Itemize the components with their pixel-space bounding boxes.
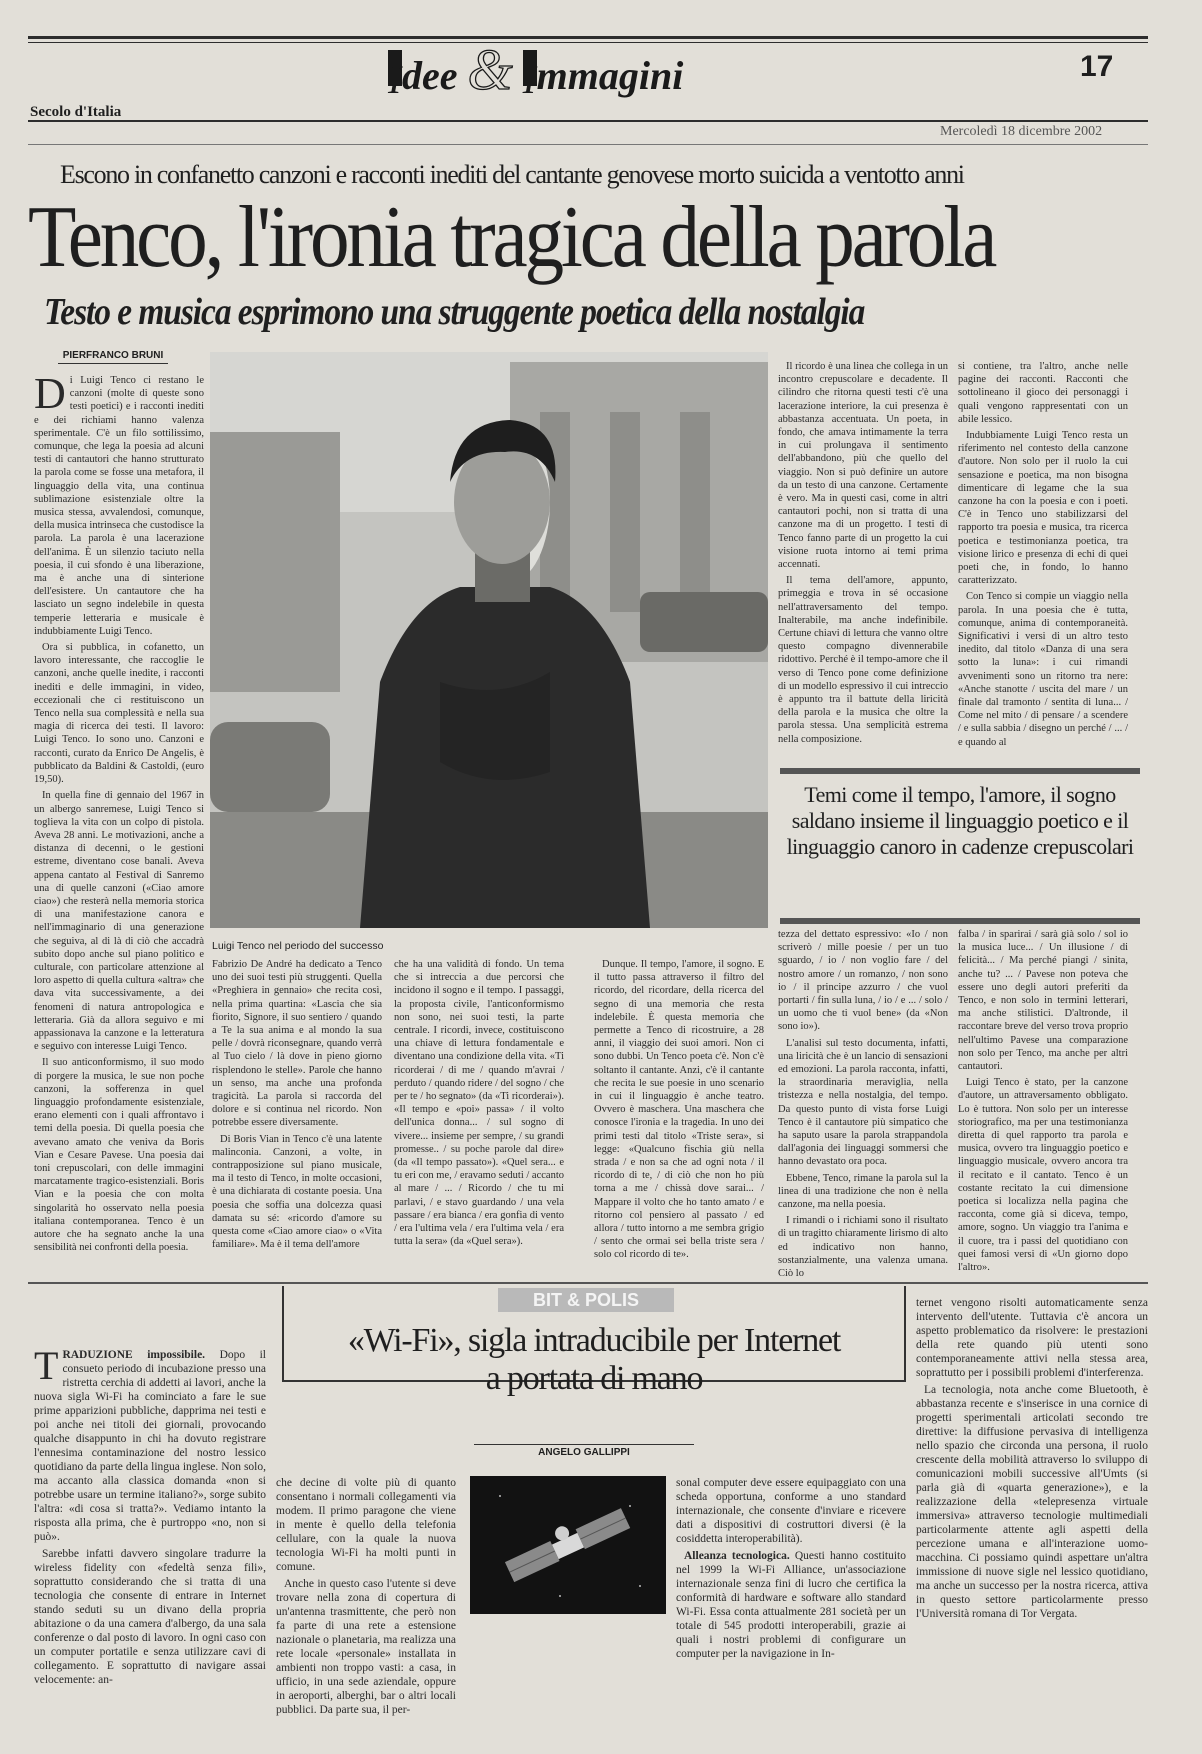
- section-title: [388, 37, 768, 112]
- section-ampersand: &: [467, 37, 513, 102]
- pullquote-rule-top: [780, 768, 1140, 774]
- article-col6-top-para3: Con Tenco si compie un viaggio nella parola. In una poesia che è tutta, comunque, anima di contemporaneità. Significativi i versi di un altro testo inedito, dal titolo «Danza di una sera sotto la luna»: i cui rimandi avvenimenti sono un ritorno tra nere: «Anche stanotte / uscita del mare / un finale dal tramonto / sentita di luna... / Come nel mito / di pensare / a scendere / e sulla sabbia / disegno un perché / ... / e quando al: [958, 591, 1128, 748]
- article-col4-para1: Dunque. Il tempo, l'amore, il sogno. E il tutto passa attraverso il filtro del ricordo, del ricordare, della ricerca del segno di una memoria che resta indelebile. È questa memoria che permette a Tenco di ricostruire, a 28 anni, il viaggio dei suoi amori. Non ci sono dubbi. Un Tenco poeta c'è. Non c'è soltanto il cantante. Anzi, c'è il cantante che recita le sue poesie in uno scenario in cui il linguaggio è anche teatro. Ovvero è maschera. Una maschera che conosce l'ironia e la tragedia. In uno dei primi testi dal titolo «Triste sera», si legge: «Qualcuno fischia giù nella strada / e non sa che ad ogni nota / il ricordo di te, / di ciò che non ho più torna a me / chissà dove sarai... / Mappare il volto che ho tanto amato / e ritorno col pensiero al passato / ed allora / tutto intorno a me sembra grigio / sento che ormai sei bella triste sera / solo col ricordo di te».: [594, 959, 764, 1261]
- photo-illustration: [210, 352, 768, 928]
- sidebar-lead: RADUZIONE impossibile.: [62, 1349, 206, 1361]
- article-col6-top-para2: Indubbiamente Luigi Tenco resta un riferimento nel contesto della canzone d'autore. Non solo per il ruolo la cui sensazione e poetica, ma non bisogna dimenticare di legame che la sua canzone ha con la poesia e con i poeti. C'è in Tenco uno stabilizzarsi del rapporto tra poesia e musica, tra ricerca poetica e testimonianza poetica, tra visione lirico e presenza di echi di quei poeti che, in fondo, lo hanno caratterizzato.: [958, 430, 1128, 587]
- sidebar-column-4: [916, 1296, 1148, 1748]
- article-column-4: [594, 958, 764, 1554]
- sidebar-col1-para1: Dopo il consueto periodo di incubazione presso una ristretta cerchia di addetti ai lavori, anche la nuova sigla Wi-Fi ha cominciato a fare le sue prime apparizioni pubbliche, dapprima nei testi e poi anche nei titoli dei giornali, provocando qualche disappunto in chi ha dovuto registrare l'ennesima contaminazione del nostro lessico quotidiano da parte della lingua inglese. Non solo, ma accanto alla classica domanda «non si potrebbe usare un termine italiano?», sorge subito l'altra: «di cosa si tratta?». Vediamo intanto la risposta alla prima, che è purtroppo «no, non si può».: [34, 1349, 267, 1543]
- article-col5-top-para2: Il tema dell'amore, appunto, primeggia e trova in sé occasione nell'attraversamento del tempo. Inalterabile, ma anche indefinibile. Certune chiavi di lettura che vanno oltre questo compagno divennerabile ridottivo. Perché è il tempo-amore che il verso di Tenco pone come definizione di un modello espressivo il cui intreccio è appunto tra il battute della liricità della parola e la musica che oltre la parola stessa. Una semplicità estrema nella composizione.: [778, 575, 948, 745]
- article-column-6-top: [958, 360, 1128, 748]
- article-overline: Escono in confanetto canzoni e racconti inediti del cantante genovese morto suicida a ventotto anni: [60, 160, 964, 189]
- article-col5-top-para1: Il ricordo è una linea che collega in un incontro crepuscolare e decadente. Il cilindro che ritorna questi testi c'è una lacerazione interiore, la cui presenza è abbastanza accentuata. Un poeta, in fondo, che amava intimamente la terra in cui prolungava il sentimento dell'abbandono, più che quello del viaggio. Non si può definire un autore da un testo di una canzone. Certamente è vero. Ma in questi casi, come in altri cantautori pochi, non si tratta di una canzone ma di un progetto. I testi di Tenco fanno parte di un progetto la cui visione ruota intorno ai temi prima accennati.: [778, 361, 948, 571]
- sidebar-rubric: BIT & POLIS: [498, 1288, 674, 1312]
- sidebar-col2-para1: che decine di volte più di quanto consentano i normali collegamenti via modem. Il primo paragone che viene in mente è quello della telefonia cellulare, con la quale la nuova tecnologia Wi-Fi ha molti punti in comune.: [276, 1477, 456, 1573]
- sidebar-dropcap: T: [34, 1343, 59, 1388]
- satellite-illustration: [470, 1476, 666, 1614]
- sidebar-col3-para1: sonal computer deve essere equipaggiato con una scheda opportuna, conforme a uno standard internazionale, che consente d'inviare e ricevere dati a dispositivi di costruttori diversi (è la cosiddetta interoperabilità).: [676, 1477, 906, 1545]
- date-rule: [28, 144, 1148, 145]
- article-byline: PIERFRANCO BRUNI: [58, 350, 168, 364]
- article-col1-para4: Il suo anticonformismo, il suo modo di porgere la musica, le sue non poche canzoni, la sofferenza in quel linguaggio profondamente esistenziale, erano elementi con i quali affrontavo i temi della poesia. Di quella poesia che avevano amato che veniva da Boris Vian e Cesare Pavese. Una poesia dai toni crepuscolari, con delle immagini marcatamente tragico-esistenziali. Boris Vian e la poesia che con molta singolarità ho osservato nella poesia italiana contemporanea. Tenco è un autore che ha segnato anche la una sensibilità nei confronti della poesia.: [34, 1057, 204, 1254]
- sidebar-column-2: [276, 1476, 456, 1748]
- sidebar-column-1: [34, 1343, 267, 1748]
- sidebar-headline-box: [282, 1286, 906, 1397]
- article-col1-para3: In quella fine di gennaio del 1967 in un albergo sanremese, Luigi Tenco si toglieva la vita con un colpo di pistola. Aveva 28 anni. Le motivazioni, anche a distanza di decenni, o le gestioni estreme, diventano cose banali. Aveva appena cantato al Festival di Sanremo una di quelle canzoni («Ciao amore ciao») che resterà nella memoria storica di una manifestazione canora e nell'immaginario di una generazione che seguiva, al di là di ciò che accadrà subito dopo anche sul piano politico e culturale, con particolare attenzione al loro aspetto di quella cultura «altra» che dava vita successivamente, a dei fenomeni di natura antropologica e letteraria. Già da allora seguivo e mi appassionava la canzone e la letteratura e seguivo con interesse Luigi Tenco.: [34, 790, 204, 1053]
- article-col6-bot-para1: falba / in sparirai / sarà già solo / sol io la musica luce... / Un illusione / di felicità... / Ma perché piangi / sinita, anche tu? ... / Pavese non poteva che essere uno degli autori preferiti da Tenco, e non solo in termini letterari, ma anche stilistici. D'altronde, il raccontare breve del verso trova proprio nell'ultimo Pavese una comparazione non solo per Tenco, ma anche per altri cantautori.: [958, 929, 1128, 1073]
- photo-caption: Luigi Tenco nel periodo del successo: [212, 940, 384, 952]
- sidebar-col4-para2: La tecnologia, nota anche come Bluetooth, è abbastanza recente e s'inserisce in una cornice di progetti sperimentali articolati secondo tre direttive: la diffusione pervasiva di intelligenza nello spazio che circonda una persona, il ruolo crescente della mobilità attraverso lo sviluppo di comunicazioni mobili successive all'Umts (si parla già di «quarta generazione»), e la realizzazione della «telepresenza virtuale immersiva» attraverso tecnologie multimediali particolarmente attente agli aspetti della percezione umana e all'interazione uomo-macchina. Ci possiamo quindi aspettare un'altra immissione di nuove sigle nel lessico quotidiano, ma anche un successo per la nostra ricerca, attiva in questo settore particolarmente presso l'Università romana di Tor Vergata.: [916, 1384, 1148, 1620]
- section-initial-1: I: [388, 50, 402, 86]
- section-initial-2: I: [523, 50, 537, 86]
- article-col6-top-para1: si contiene, tra l'altro, anche nelle pagine dei racconti. Racconti che sottolineano il gioco dei personaggi i quali vengono rappresentati con un abile lessico.: [958, 361, 1128, 425]
- article-col1-para1: i Luigi Tenco ci restano le canzoni (molte di queste sono testi poetici) e i racconti inediti e dei richiami hanno valenza sperimentale. C'è un filo sottilissimo, comunque, che lega la poesia ad alcuni testi di cantautori che hanno strutturato la parola come se fosse una metafora, il linguaggio della vita, una continua sublimazione esistenziale oltre la musica stessa, avvalendosi, comunque, della musica intrinseca che custodisce la parola. La parola è una lacerazione dell'anima. È un silenzio taciuto nella poesia, il cui sfondo è una liberazione, ma è anche una di sinterione dell'esistere. Un cantautore che ha lasciato un segno indelebile in questa temperie letteraria e musicale è indubbiamente Luigi Tenco.: [34, 375, 204, 637]
- article-col3-para1: che ha una validità di fondo. Un tema che si intreccia a due percorsi che incidono il sogno e il tempo. I passaggi, la proposta civile, l'anticonformismo non sono, nei suoi testi, la parte centrale. I ricordi, invece, costituiscono una chiave di lettura fondamentale e diventano una condizione della vita. «Ti ricorderai / di me / quando m'avrai / perduto / quando ridere / del sogno / che per te / ho segnato» (da «Ti ricorderai»). «Il tempo e «poi» passa» / il volto dell'unica donna... / sul sogno di vivere... insieme per sempre, / su grandi promesse.. / su poche parole dal dire» (da «Il tempo passato»). «Quel sera... e tu eri con me, / eravamo seduti / accanto al mare / ... / Ricordo / che tu mi parlavi, / e stavo guardando / una vela passare / era bianca / era gonfia di vento / era l'ultima vela / era l'ultima vela / era tutta la sera» (da «Quel sera»).: [394, 959, 564, 1248]
- pullquote-rule-bottom: [780, 918, 1140, 924]
- article-column-5-top: [778, 360, 948, 745]
- article-subheadline: Testo e musica esprimono una struggente poetica della nostalgia: [44, 291, 865, 333]
- section-word-1: dee: [402, 53, 458, 98]
- satellite-image: [470, 1476, 666, 1614]
- sidebar-col1-para2: Sarebbe infatti davvero singolare tradurre la wireless fidelity con «fedeltà senza fili», soprattutto considerando che si tratta di una tecnologia che consente di entrare in Internet stando seduti su un divano della propria abitazione o da una camera d'albergo, da una sala conferenze o dal posto di lavoro. In ogni caso con un computer portatile e senza utilizzare cavi di collegamento. E soprattutto di navigare assai velocemente: an-: [34, 1548, 266, 1686]
- top-rule: [28, 36, 1148, 39]
- article-col5-bot-para4: I rimandi o i richiami sono il risultato di un tragitto chiaramente lirismo di alto ed indicativo non hanno, sostanzialmente, una valenza umana. Ciò lo: [778, 1215, 948, 1280]
- section-word-2: mmagini: [536, 53, 684, 98]
- article-col6-bot-para2: Luigi Tenco è stato, per la canzone d'autore, un attraversamento obbligato. Lo è tuttora. Non solo per un interesse storiografico, ma per una testimonianza diretta di quel rapporto tra parola e musica, ovvero tra linguaggio poetico e linguaggio musicale, ovvero ancora tra il recitato e il cantato. Tenco è un costante recitato la cui dimensione poetica si localizza nella pagina che racconta, come già si diceva, tempo, amore, sogno. Un viaggio tra l'anima e il cuore, tra i passi del quotidiano con quei famosi versi di «Un giorno dopo l'altro».: [958, 1077, 1128, 1274]
- sidebar-col2-para2: Anche in questo caso l'utente si deve trovare nella zona di copertura di un'antenna trasmittente, che però non fa parte di una rete a estensione nazionale o planetaria, ma realizza una rete locale «personale» installata in ambienti non troppo vasti: a casa, in ufficio, in una sede aziendale, oppure in aeroporti, alberghi, bar o altri locali pubblici. Da parte sua, il per-: [276, 1578, 456, 1716]
- sidebar-col3-para2: Questi hanno costituito nel 1999 la Wi-Fi Alliance, un'associazione internazionale senza fini di lucro che certifica la conformità di hardware e software allo standard Wi-Fi. Essa conta attualmente 281 società per un totale di 545 prodotti interoperabili, grazie ai quali i nostri problemi di configurare un computer per la navigazione in In-: [676, 1550, 907, 1660]
- article-col5-bot-para1: tezza del dettato espressivo: «Io / non scriverò / mille poesie / per un tuo sguardo, / io / non voglio fare / del nostro amore / un romanzo, / non sono io / il principe azzurro / che vuol portarti / fin sulla luna, / io / e ... / solo / un uomo che ti vuol bene» (da «Non sono io»).: [778, 929, 948, 1033]
- article-headline: Tenco, l'ironia tragica della parola: [28, 189, 995, 286]
- article-col1-para2: Ora si pubblica, in cofanetto, un lavoro interessante, che raccoglie le canzoni, anche quelle inedite, i racconti inediti e delle immagini, in video, eccezionali che ci restituiscono un Tenco nella sua complessità e nella sua magia di ricerca dei testi. Il lavoro: Luigi Tenco. Io sono uno. Canzoni e racconti, curato da Enrico De Angelis, è pubblicato da Baldini & Castoldi, (euro 19,50).: [34, 642, 204, 786]
- newspaper-name: Secolo d'Italia: [30, 104, 122, 120]
- tenco-photo: [210, 352, 768, 928]
- sidebar-headline: «Wi-Fi», sigla intraducibile per Internet a portata di mano: [347, 1322, 841, 1397]
- sidebar-byline: ANGELO GALLIPPI: [474, 1444, 694, 1458]
- sidebar-col3-subhead: Alleanza tecnologica.: [684, 1550, 790, 1562]
- sidebar-col4-para1: ternet vengono risolti automaticamente senza intervento dell'utente. Tuttavia c'è ancora un aspetto problematico da risolvere: le prestazioni della rete quando più utenti sono contemporaneamente attivi nella stessa area, soprattutto per i possibili problemi d'interferenza.: [916, 1297, 1148, 1379]
- sidebar-separator: [28, 1282, 1148, 1284]
- page-number: 17: [1080, 50, 1114, 83]
- article-col2-para1: Fabrizio De André ha dedicato a Tenco uno dei suoi testi più struggenti. Quella «Preghiera in gennaio» che recita così, nella prima quartina: «Lascia che sia fiorito, Signore, il suo sentiero / quando a Te la sua anima e al mondo la sua pelle / dovrà riconsegnare, quando verrà al Tuo cielo / là dove in pieno giorno risplendono le stelle». Parole che hanno un senso, ma anche una profonda tragicità. La parola si raccorda del dolore e si continua nel ricordo. Non potrebbe essere diversamente.: [212, 959, 382, 1129]
- article-dropcap: D: [34, 369, 66, 418]
- article-col5-bot-para3: Ebbene, Tenco, rimane la parola sul la linea di una tradizione che non è nella canzone, ma nella poesia.: [778, 1172, 948, 1211]
- article-col5-bot-para2: L'analisi sul testo documenta, infatti, una liricità che è un lancio di sensazioni ed emozioni. La parola racconta, infatti, la straordinaria meraviglia, nella tristezza e nella nostalgia, del tempo. Da questo punto di vista forse Luigi Tenco è il cantautore più simpatico che ha saputo usare la parola strappandola dall'agonia dei linguaggi sommersi che hanno devastato ora poca.: [778, 1037, 948, 1168]
- sidebar-column-3: [676, 1476, 906, 1748]
- pullquote: Temi come il tempo, l'amore, il sogno saldano insieme il linguaggio poetico e il linguaggio canoro in cadenze crepuscolari: [786, 782, 1134, 859]
- article-col2-para2: Di Boris Vian in Tenco c'è una latente malinconia. Canzoni, a volte, in contrapposizione sul piano musicale, ma il testo di Tenco, in molte occasioni, è una dichiarata di costante poesia. Una poesia che soffia una dolcezza quasi damata su sé: «ricordo d'amore su questa come «Ciao amore ciao» o «Vita familiare». Ma è il tema dell'amore: [212, 1133, 382, 1251]
- masthead-bottom-rule: [28, 120, 1148, 122]
- issue-date: Mercoledì 18 dicembre 2002: [940, 124, 1103, 139]
- article-column-3: [394, 958, 564, 1554]
